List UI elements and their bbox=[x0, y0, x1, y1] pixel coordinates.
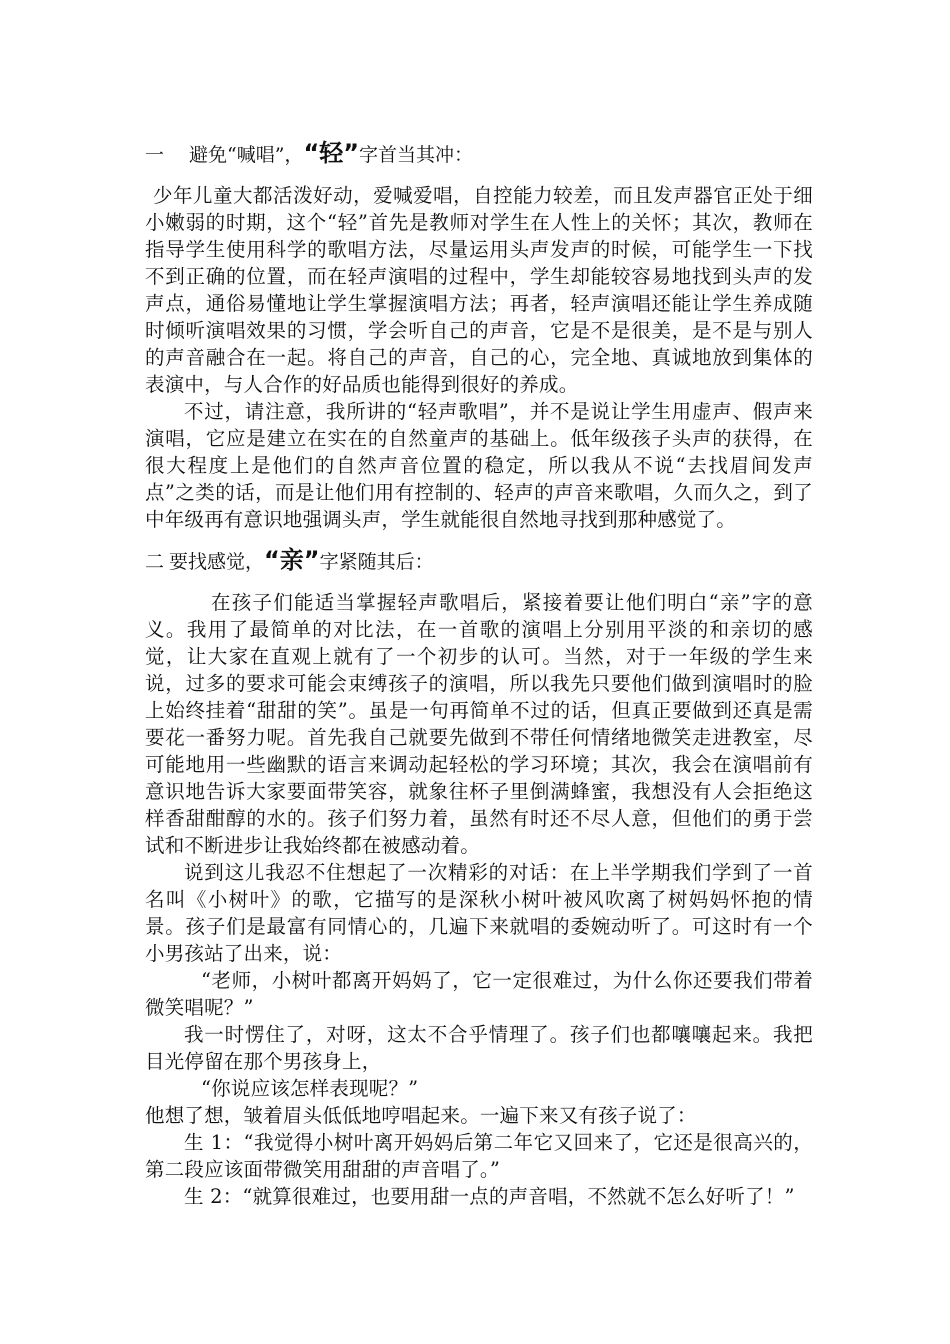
section-keyword: “亲” bbox=[264, 546, 320, 574]
dialogue-line: “你说应该怎样表现呢？” bbox=[201, 1077, 419, 1100]
section-heading-2 bbox=[145, 547, 813, 575]
paragraph: 在孩子们能适当掌握轻声歌唱后，紧接着要让他们明白“亲”字的意义。我用了最简单的对比法，在一首歌的演唱上分别用平淡的和亲切的感觉，让大家在直观上就有了一个初步的认可。当然，对于一年级的学生来说，过多的要求可能会束缚孩子的演唱，所以我先只要他们做到演唱时的脸上始终挂着“甜甜的笑”。虽是一句再简单不过的话，但真正要做到还真是需要花一番努力呢。首先我自己就要先做到不带任何情绪地微笑走进教室，尽可能地用一些幽默的语言来调动起轻松的学习环境；其次，我会在演唱前有意识地告诉大家要面带笑容，就象往杯子里倒满蜂蜜，我想没有人会拒绝这样香甜酣醇的水的。孩子们努力着，虽然有时还不尽人意，但他们的勇于尝试和不断进步让我始终都在被感动着。 bbox=[145, 591, 813, 857]
paragraph: 他想了想，皱着眉头低低地哼唱起来。一遍下来又有孩子说了： bbox=[145, 1104, 697, 1127]
dialogue-line: “老师，小树叶都离开妈妈了，它一定很难过，为什么你还要我们带着微笑唱呢？” bbox=[145, 969, 813, 1019]
section-heading-1 bbox=[145, 140, 813, 168]
section-keyword: “轻” bbox=[303, 139, 359, 167]
paragraph: 少年儿童大都活泼好动，爱喊爱唱，自控能力较差，而且发声器官正处于细小嫩弱的时期，这个“轻”首先是教师对学生在人性上的关怀；其次，教师在指导学生使用科学的歌唱方法，尽量运用头声发声的时候，可能学生一下找不到正确的位置，而在轻声演唱的过程中，学生却能较容易地找到头声的发声点，通俗易懂地让学生掌握演唱方法；再者，轻声演唱还能让学生养成随时倾听演唱效果的习惯，学会听自己的声音，它是不是很美，是不是与别人的声音融合在一起。将自己的声音，自己的心，完全地、真诚地放到集体的表演中，与人合作的好品质也能得到很好的养成。 bbox=[145, 184, 813, 396]
section-title-pre: 避免“喊唱”， bbox=[189, 144, 304, 166]
section-title-pre: 要找感觉， bbox=[169, 551, 265, 573]
paragraph: 不过，请注意，我所讲的“轻声歌唱”，并不是说让学生用虚声、假声来演唱，它应是建立在实在的自然童声的基础上。低年级孩子头声的获得，在很大程度上是他们的自然声音位置的稳定，所以我从不说“去找眉间发声点”之类的话，而是让他们用有控制的、轻声的声音来歌唱，久而久之，到了中年级再有意识地强调头声，学生就能很自然地寻找到那种感觉了。 bbox=[145, 400, 813, 531]
paragraph: 说到这儿我忍不住想起了一次精彩的对话：在上半学期我们学到了一首名叫《小树叶》的歌，它描写的是深秋小树叶被风吹离了树妈妈怀抱的情景。孩子们是最富有同情心的，几遍下来就唱的委婉动听了。可这时有一个小男孩站了出来，说： bbox=[145, 861, 813, 965]
section-title-post: 字紧随其后： bbox=[319, 551, 434, 573]
section-number: 一 bbox=[145, 144, 165, 166]
dialogue-line: 生 1：“我觉得小树叶离开妈妈后第二年它又回来了，它还是很高兴的，第二段应该面带微笑用甜甜的声音唱了。” bbox=[145, 1131, 813, 1181]
document-page bbox=[145, 140, 813, 1210]
dialogue-line: 生 2：“就算很难过，也要用甜一点的声音唱，不然就不怎么好听了！” bbox=[184, 1185, 795, 1208]
section-number: 二 bbox=[145, 551, 165, 573]
paragraph: 我一时愣住了，对呀，这太不合乎情理了。孩子们也都嚷嚷起来。我把目光停留在那个男孩身上， bbox=[145, 1023, 813, 1073]
section-title-post: 字首当其冲： bbox=[358, 144, 473, 166]
